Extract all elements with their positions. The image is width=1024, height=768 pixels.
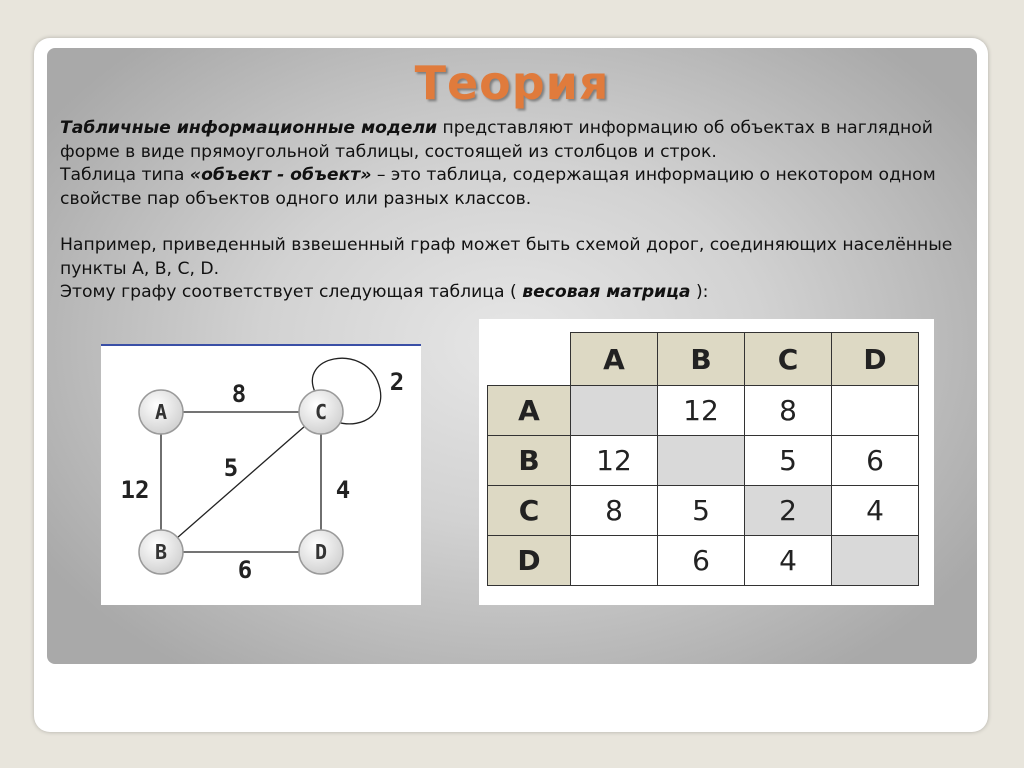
matrix-cell: 6: [832, 436, 919, 486]
matrix-cell: [832, 386, 919, 436]
matrix-cell: [832, 536, 919, 586]
matrix-cell: 12: [658, 386, 745, 436]
matrix-col-header: B: [658, 333, 745, 386]
bold-term-weight-matrix: весовая матрица: [522, 282, 691, 302]
matrix-cell: 4: [832, 486, 919, 536]
paragraph-example: [60, 234, 960, 305]
weight-a-c: 8: [231, 380, 247, 408]
matrix-cell: 4: [745, 536, 832, 586]
matrix-cell: 5: [658, 486, 745, 536]
paragraph-definition: [60, 117, 960, 211]
weighted-graph-svg: [101, 346, 421, 603]
weight-a-b: 12: [120, 476, 150, 504]
slide-body-text: [60, 117, 960, 305]
matrix-cell: 2: [745, 486, 832, 536]
matrix-row-header: A: [488, 386, 571, 436]
matrix-row: [488, 486, 919, 536]
weight-matrix-table: [487, 332, 919, 586]
matrix-intro-text: Этому графу соответствует следующая таблица (: [60, 282, 523, 302]
bold-term-table-models: Табличные информационные модели: [60, 118, 438, 138]
matrix-row: [488, 536, 919, 586]
matrix-row: [488, 436, 919, 486]
matrix-header-row: [488, 333, 919, 386]
matrix-cell: 5: [745, 436, 832, 486]
matrix-cell: [658, 436, 745, 486]
matrix-cell: [571, 386, 658, 436]
matrix-cell: 6: [658, 536, 745, 586]
matrix-corner-cell: [488, 333, 571, 386]
matrix-row-header: C: [488, 486, 571, 536]
matrix-cell: [571, 536, 658, 586]
node-a: [139, 390, 183, 434]
node-b: [139, 530, 183, 574]
matrix-cell: 8: [571, 486, 658, 536]
matrix-col-header: A: [571, 333, 658, 386]
example-text: Например, приведенный взвешенный граф может быть схемой дорог, соединяющих населённые пункты A, B, C, D.: [60, 235, 953, 279]
node-c-label: C: [314, 400, 328, 424]
table-type-text: – это таблица, содержащая информацию о некотором одном свойстве пар объектов одного или разных классов.: [60, 165, 936, 209]
matrix-row-header: D: [488, 536, 571, 586]
node-c: [299, 390, 343, 434]
matrix-col-header: C: [745, 333, 832, 386]
weight-c-d: 4: [335, 476, 351, 504]
weight-c-b: 5: [223, 454, 239, 482]
node-d-label: D: [314, 540, 328, 564]
matrix-cell: 12: [571, 436, 658, 486]
node-b-label: B: [154, 540, 168, 564]
node-d: [299, 530, 343, 574]
node-a-label: A: [154, 400, 168, 424]
weight-c-c: 2: [389, 368, 405, 396]
edge-c-b: [161, 412, 321, 552]
matrix-col-header: D: [832, 333, 919, 386]
definition-text: представляют информацию об объектах в наглядной форме в виде прямоугольной таблицы, состоящей из столбцов и строк.: [60, 118, 933, 162]
weighted-graph-figure: [101, 344, 421, 605]
matrix-intro-suffix: ):: [690, 282, 709, 302]
slide-title: Теория: [414, 56, 610, 110]
weight-matrix-figure: [479, 319, 934, 605]
table-type-prefix: Таблица типа: [60, 165, 190, 185]
matrix-cell: 8: [745, 386, 832, 436]
weight-b-d: 6: [237, 556, 253, 584]
bold-term-object-object: «объект - объект»: [189, 165, 372, 185]
matrix-row: [488, 386, 919, 436]
matrix-row-header: B: [488, 436, 571, 486]
graph-edges: [161, 358, 381, 552]
